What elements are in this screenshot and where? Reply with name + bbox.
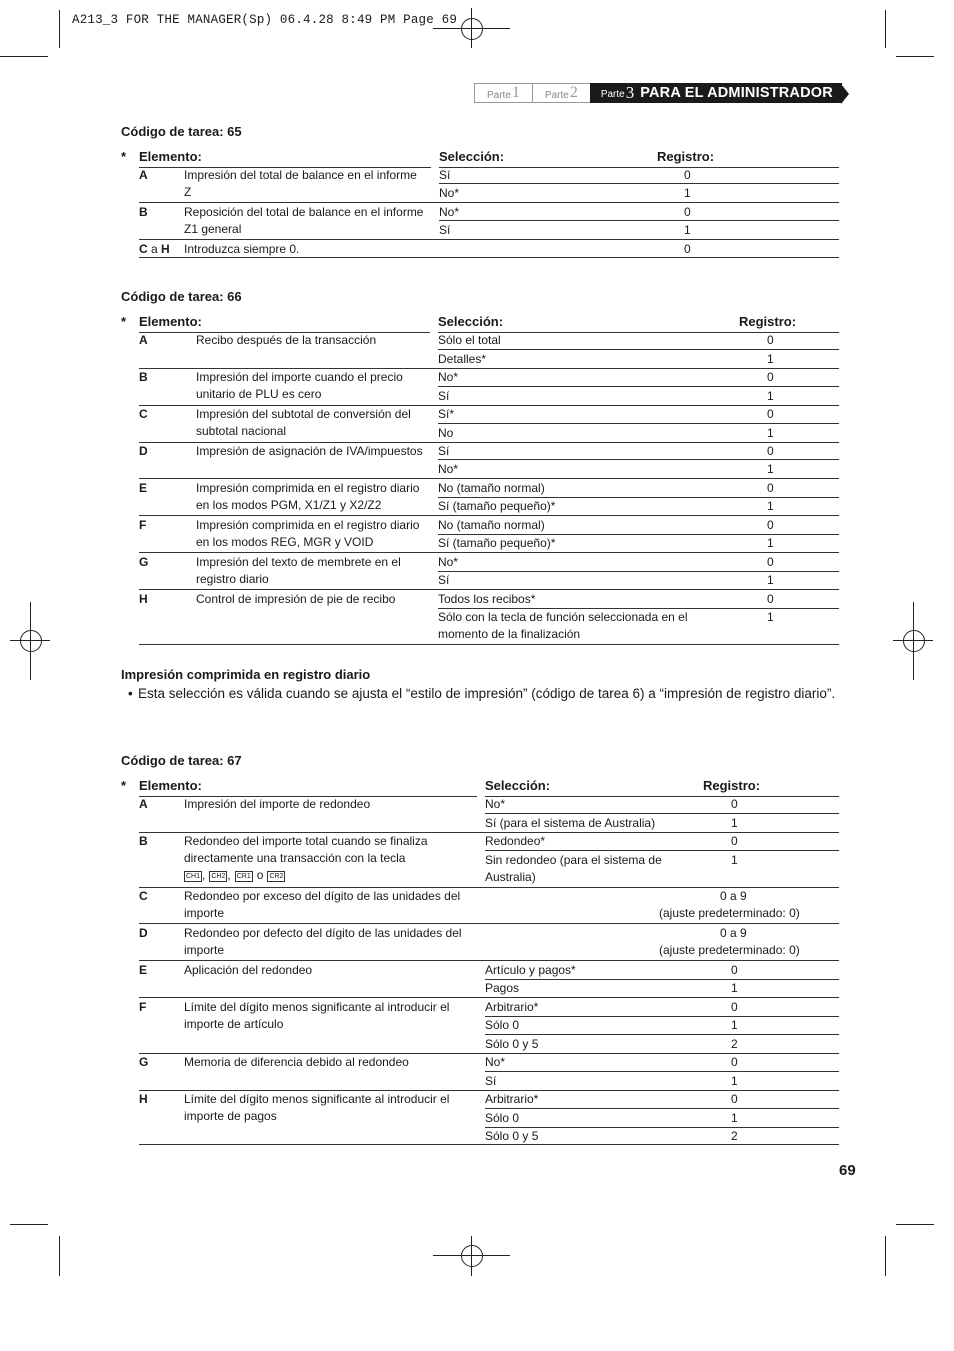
row-code-letter: B — [139, 205, 148, 219]
row-rule — [139, 997, 839, 998]
row-code-letter: H — [139, 1092, 148, 1106]
register-value: 0 — [767, 444, 774, 458]
row-code-letter: B — [139, 370, 148, 384]
registration-mark-line — [471, 1236, 472, 1276]
register-value: 0 — [731, 834, 738, 848]
option-rule — [485, 1108, 839, 1109]
registration-mark-line — [913, 602, 914, 680]
row-description — [184, 888, 469, 922]
row-rule — [139, 552, 839, 553]
option-rule — [485, 1071, 839, 1072]
register-value: 1 — [767, 426, 774, 440]
register-value: 0 — [684, 242, 691, 256]
header-element: Elemento: — [139, 778, 202, 793]
row-rule — [139, 1144, 839, 1145]
selection-option: No* — [485, 1055, 506, 1069]
selection-option: Sólo 0 y 5 — [485, 1037, 539, 1051]
key-separator: , — [202, 868, 206, 882]
header-register: Registro: — [703, 778, 761, 793]
register-value: 1 — [731, 1111, 738, 1125]
register-value: 0 — [767, 518, 774, 532]
selection-option: Sólo con la tecla de función seleccionada en el momento de la finalización — [438, 610, 688, 641]
register-value: 1 — [767, 462, 774, 476]
row-rule — [139, 478, 839, 479]
register-value: 0 — [731, 1055, 738, 1069]
register-value: 1 — [731, 853, 738, 867]
row-description-text: Aplicación del redondeo — [184, 963, 313, 977]
row-code — [139, 406, 148, 423]
row-description-text: Impresión del importe de redondeo — [184, 797, 371, 811]
selection-option: Sí — [485, 1074, 497, 1088]
header-selection: Selección: — [438, 314, 504, 329]
note-bullet: • — [128, 686, 133, 701]
row-rule — [139, 515, 839, 516]
row-description — [196, 443, 434, 460]
row-code — [139, 796, 148, 813]
crop-mark — [0, 56, 48, 57]
row-rule — [139, 923, 839, 924]
row-description-text: Reposición del total de balance en el informe Z1 general — [184, 205, 424, 236]
row-description — [184, 925, 469, 959]
section-title: PARA EL ADMINISTRADOR — [640, 84, 833, 101]
row-description — [184, 204, 424, 238]
row-description — [184, 833, 469, 884]
register-value: 0 — [684, 168, 691, 182]
registration-mark — [461, 18, 483, 40]
row-code — [139, 962, 147, 979]
selection-option: Detalles* — [438, 352, 487, 366]
row-code — [139, 332, 148, 349]
row-code-letter: A — [139, 168, 148, 182]
key-list — [184, 867, 469, 884]
row-description-text: Impresión del importe cuando el precio unitario de PLU es cero — [196, 370, 403, 401]
crop-mark — [896, 1224, 934, 1225]
row-code-letter: A — [139, 333, 148, 347]
register-range: 0 a 9 — [720, 889, 747, 903]
row-code — [139, 443, 148, 460]
header-selection: Selección: — [439, 149, 505, 164]
selection-option: Artículo y pagos* — [485, 963, 576, 977]
selection-option: Sólo 0 y 5 — [485, 1129, 539, 1143]
register-value: 1 — [731, 1074, 738, 1088]
selection-option: No* — [438, 370, 459, 384]
selection-option: Arbitrario* — [485, 1092, 539, 1106]
tab-label: Parte — [600, 89, 625, 100]
register-value: 1 — [767, 536, 774, 550]
row-rule — [139, 960, 839, 961]
row-code-letter: D — [139, 926, 148, 940]
part-tabs — [474, 83, 849, 103]
selection-option: Redondeo* — [485, 834, 546, 848]
crop-mark — [885, 1236, 886, 1276]
page-number: 69 — [839, 1162, 856, 1179]
row-description — [196, 369, 434, 403]
row-description — [184, 241, 424, 258]
register-range: 0 a 9 — [720, 926, 747, 940]
key-ch1-icon: CH1 — [186, 873, 201, 880]
register-value: 0 — [684, 205, 691, 219]
register-value: 0 — [767, 592, 774, 606]
selection-option: Sólo 0 — [485, 1111, 520, 1125]
header-element: Elemento: — [139, 314, 202, 329]
row-description-text: Impresión del total de balance en el informe Z — [184, 168, 417, 199]
row-code-letter: C — [139, 889, 148, 903]
selection-option: No* — [485, 797, 506, 811]
row-code — [139, 241, 170, 258]
registration-mark — [903, 630, 925, 652]
row-code — [139, 204, 148, 221]
register-value: 1 — [731, 1018, 738, 1032]
crop-mark — [896, 56, 934, 57]
register-value: 1 — [684, 223, 691, 237]
row-description-text: Redondeo del importe total cuando se finaliza directamente una transacción con la tecla — [184, 834, 428, 865]
required-marker: * — [121, 778, 127, 793]
row-rule — [139, 202, 839, 203]
row-description-text: Impresión comprimida en el registro diario en los modos REG, MGR y VOID — [196, 518, 420, 549]
row-rule — [139, 644, 839, 645]
row-code — [139, 999, 146, 1016]
tab-label: Parte — [544, 90, 569, 101]
row-description — [184, 999, 469, 1033]
row-code-letter: C — [139, 242, 148, 256]
header-selection: Selección: — [485, 778, 551, 793]
row-code — [139, 1054, 148, 1071]
note-text: Esta selección es válida cuando se ajusta el “estilo de impresión” (código de tarea 6) a “impresión de registro diario”. — [138, 686, 836, 701]
tab-arrow-icon — [841, 84, 849, 104]
row-description — [184, 167, 424, 201]
row-description-text: Recibo después de la transacción — [196, 333, 377, 347]
note-title: Impresión comprimida en registro diario — [121, 667, 371, 682]
selection-option: No — [438, 426, 454, 440]
row-code — [139, 369, 148, 386]
row-code-letter: E — [139, 963, 148, 977]
row-code — [139, 517, 146, 534]
register-value: 0 — [731, 797, 738, 811]
row-description-text: Introduzca siempre 0. — [184, 242, 300, 256]
option-rule — [439, 220, 839, 221]
selection-option: Arbitrario* — [485, 1000, 539, 1014]
row-description — [196, 406, 434, 440]
crop-mark — [885, 10, 886, 48]
key-ch2-icon: CH2 — [211, 873, 226, 880]
row-description-text: Redondeo por defecto del dígito de las unidades del importe — [184, 926, 462, 957]
row-code — [139, 888, 148, 905]
selection-option: No* — [438, 555, 459, 569]
selection-option: Sólo 0 — [485, 1018, 520, 1032]
option-rule — [439, 183, 839, 184]
row-rule — [139, 589, 839, 590]
row-code — [139, 554, 148, 571]
row-code-letter: H — [161, 242, 170, 256]
selection-option: Sí — [438, 389, 450, 403]
row-code-letter: E — [139, 481, 148, 495]
selection-option: No* — [439, 205, 460, 219]
register-default: (ajuste predeterminado: 0) — [659, 943, 800, 957]
option-rule — [485, 1034, 839, 1035]
row-code-letter: G — [139, 1055, 149, 1069]
row-description-text: Impresión del subtotal de conversión del subtotal nacional — [196, 407, 411, 438]
row-rule — [139, 257, 839, 258]
tab-number: 3 — [625, 83, 635, 102]
register-value: 1 — [684, 186, 691, 200]
tab-part-2 — [532, 83, 591, 103]
selection-option: Sí (para el sistema de Australia) — [485, 816, 656, 830]
row-description — [184, 1054, 469, 1071]
row-description-text: Límite del dígito menos significante al introducir el importe de artículo — [184, 1000, 450, 1031]
crop-mark — [10, 1224, 48, 1225]
selection-option: No* — [438, 462, 459, 476]
row-description — [196, 591, 434, 608]
option-rule — [438, 349, 839, 350]
register-value: 2 — [731, 1129, 738, 1143]
row-code-letter: D — [139, 444, 148, 458]
option-rule — [485, 813, 839, 814]
task-title: Código de tarea: 66 — [121, 289, 242, 304]
selection-option: Pagos — [485, 981, 520, 995]
tab-number: 2 — [569, 84, 578, 101]
header-register: Registro: — [739, 314, 797, 329]
tab-number: 1 — [511, 84, 520, 101]
register-value: 0 — [767, 407, 774, 421]
row-code-letter: H — [139, 592, 148, 606]
row-description — [184, 1091, 469, 1125]
task-title: Código de tarea: 65 — [121, 124, 242, 139]
selection-option: No (tamaño normal) — [438, 481, 545, 495]
register-value: 1 — [767, 499, 774, 513]
row-code — [139, 833, 148, 850]
header-register: Registro: — [657, 149, 715, 164]
row-description-text: Impresión de asignación de IVA/impuestos — [196, 444, 423, 458]
registration-mark — [20, 630, 42, 652]
selection-option: Todos los recibos* — [438, 592, 536, 606]
selection-option: No (tamaño normal) — [438, 518, 545, 532]
selection-option: Sólo el total — [438, 333, 501, 347]
option-rule — [485, 850, 839, 851]
selection-option: Sí — [438, 573, 450, 587]
crop-mark — [59, 1236, 60, 1276]
selection-option: Sí — [439, 223, 451, 237]
register-value: 0 — [767, 555, 774, 569]
tab-part-3 — [590, 83, 842, 103]
row-description-text: Memoria de diferencia debido al redondeo — [184, 1055, 409, 1069]
row-description — [184, 796, 469, 813]
register-default: (ajuste predeterminado: 0) — [659, 906, 800, 920]
register-value: 1 — [767, 573, 774, 587]
register-value: 1 — [767, 610, 774, 624]
row-description — [184, 962, 469, 979]
required-marker: * — [121, 149, 127, 164]
row-code — [139, 167, 148, 184]
row-code-join: a — [151, 242, 158, 256]
header-element: Elemento: — [139, 149, 202, 164]
row-description-text: Impresión comprimida en el registro diario en los modos PGM, X1/Z1 y X2/Z2 — [196, 481, 420, 512]
selection-option: Sí — [439, 168, 451, 182]
register-value: 1 — [767, 389, 774, 403]
register-value: 1 — [767, 352, 774, 366]
tab-part-1 — [474, 83, 533, 103]
registration-mark-line — [471, 8, 472, 48]
row-rule — [139, 239, 839, 240]
register-value: 0 — [731, 1000, 738, 1014]
row-code — [139, 1091, 148, 1108]
register-value: 0 — [767, 333, 774, 347]
row-code-letter: F — [139, 518, 147, 532]
selection-option: Sí — [438, 444, 450, 458]
row-code-letter: B — [139, 834, 148, 848]
option-rule — [438, 386, 839, 387]
register-value: 0 — [767, 370, 774, 384]
row-description-text: Control de impresión de pie de recibo — [196, 592, 396, 606]
row-code-letter: A — [139, 797, 148, 811]
key-separator: o — [256, 868, 264, 882]
row-code — [139, 925, 148, 942]
register-value: 0 — [767, 481, 774, 495]
row-description — [196, 517, 434, 551]
registration-mark-line — [30, 602, 31, 680]
option-rule — [438, 459, 839, 460]
row-code — [139, 591, 148, 608]
register-value: 1 — [731, 816, 738, 830]
option-rule — [438, 423, 839, 424]
row-code-letter: C — [139, 407, 148, 421]
row-description-text: Redondeo por exceso del dígito de las unidades del importe — [184, 889, 461, 920]
crop-mark — [59, 10, 60, 48]
row-description — [196, 332, 434, 349]
row-code-letter: F — [139, 1000, 147, 1014]
selection-option: Sin redondeo (para el sistema de Australia) — [485, 853, 662, 884]
selection-option: Sí (tamaño pequeño)* — [438, 499, 556, 513]
row-description-text: Impresión del texto de membrete en el registro diario — [196, 555, 401, 586]
row-description — [196, 554, 434, 588]
registration-mark — [461, 1245, 483, 1267]
register-value: 2 — [731, 1037, 738, 1051]
row-description-text: Límite del dígito menos significante al introducir el importe de pagos — [184, 1092, 450, 1123]
key-separator: , — [227, 868, 231, 882]
register-value: 1 — [731, 981, 738, 995]
required-marker: * — [121, 314, 127, 329]
key-cr2-icon: CR2 — [269, 873, 284, 880]
register-value: 0 — [731, 1092, 738, 1106]
task-title: Código de tarea: 67 — [121, 753, 242, 768]
key-cr1-icon: CR1 — [236, 873, 251, 880]
row-code — [139, 480, 147, 497]
selection-option: No* — [439, 186, 460, 200]
register-value: 0 — [731, 963, 738, 977]
row-code-letter: G — [139, 555, 149, 569]
tab-label: Parte — [487, 90, 511, 101]
selection-option: Sí (tamaño pequeño)* — [438, 536, 556, 550]
print-slug: A213_3 FOR THE MANAGER(Sp) 06.4.28 8:49 PM Page 69 — [72, 13, 458, 27]
row-description — [196, 480, 434, 514]
selection-option: Sí* — [438, 407, 455, 421]
